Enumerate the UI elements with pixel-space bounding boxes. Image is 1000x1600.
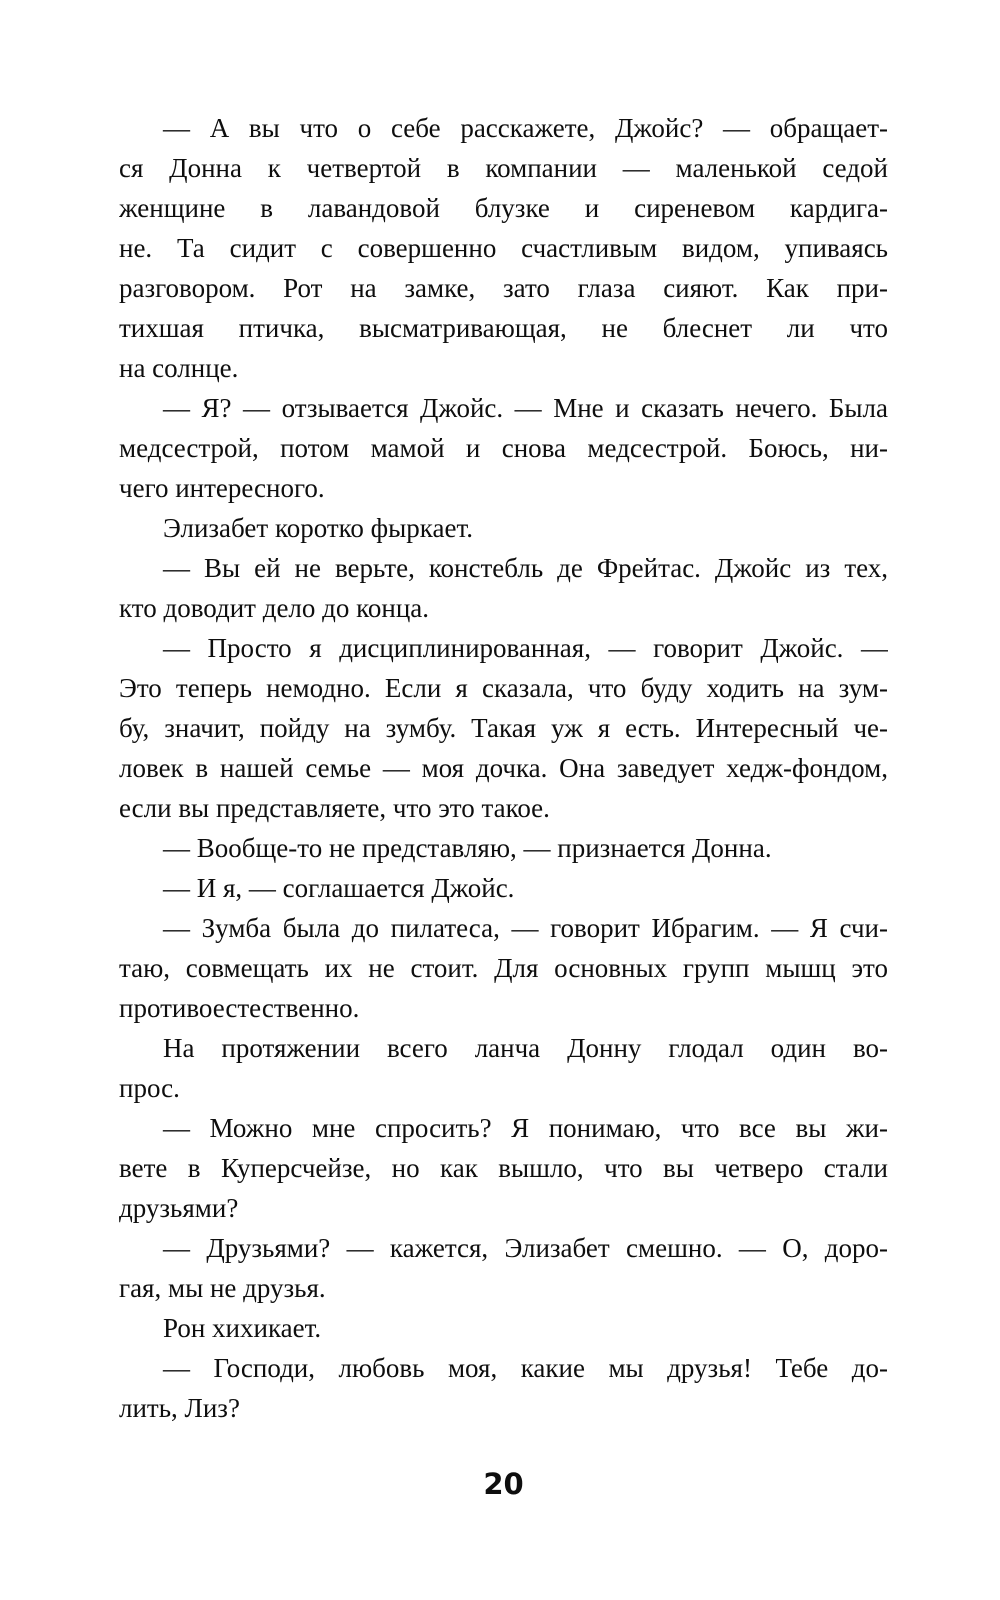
text-line: не. Та сидит с совершенно счастливым видом, упиваясь <box>119 233 888 263</box>
text-line: — А вы что о себе расскажете, Джойс? — обращает- <box>163 113 888 143</box>
text-line: Это теперь немодно. Если я сказала, что буду ходить на зум- <box>119 673 888 703</box>
text-line: — И я, — соглашается Джойс. <box>163 873 515 903</box>
text-line: друзьями? <box>119 1193 239 1223</box>
text-line: на солнце. <box>119 353 239 383</box>
text-line: — Вы ей не верьте, констебль де Фрейтас. Джойс из тех, <box>163 553 888 583</box>
paragraph <box>119 388 888 508</box>
page-number: 20 <box>483 1467 524 1501</box>
paragraph <box>119 508 888 548</box>
paragraph <box>119 868 888 908</box>
paragraph <box>119 1308 888 1348</box>
text-line: — Зумба была до пилатеса, — говорит Ибрагим. — Я счи- <box>163 913 888 943</box>
text-line: — Можно мне спросить? Я понимаю, что все вы жи- <box>163 1113 888 1143</box>
paragraph <box>119 828 888 868</box>
text-line: чего интересного. <box>119 473 325 503</box>
text-line: — Просто я дисциплинированная, — говорит Джойс. — <box>163 633 888 663</box>
text-line: женщине в лавандовой блузке и сиреневом кардига- <box>119 193 888 223</box>
text-line: лить, Лиз? <box>119 1393 240 1423</box>
text-line: таю, совмещать их не стоит. Для основных групп мышц это <box>119 953 888 983</box>
text-line: противоестественно. <box>119 993 360 1023</box>
paragraph <box>119 1228 888 1308</box>
paragraph <box>119 548 888 628</box>
text-line: ся Донна к четвертой в компании — маленькой седой <box>119 153 888 183</box>
text-line: вете в Куперсчейзе, но как вышло, что вы четверо стали <box>119 1153 888 1183</box>
text-line: кто доводит дело до конца. <box>119 593 430 623</box>
text-line: — Я? — отзывается Джойс. — Мне и сказать нечего. Была <box>163 393 888 423</box>
text-line: гая, мы не друзья. <box>119 1273 326 1303</box>
text-line: бу, значит, пойду на зумбу. Такая уж я есть. Интересный че- <box>119 713 888 743</box>
page-text <box>119 108 888 1428</box>
paragraph <box>119 1028 888 1108</box>
paragraph <box>119 1108 888 1228</box>
text-line: если вы представляете, что это такое. <box>119 793 550 823</box>
paragraph <box>119 1348 888 1428</box>
text-line: Рон хихикает. <box>163 1313 322 1343</box>
text-line: медсестрой, потом мамой и снова медсестрой. Боюсь, ни- <box>119 433 888 463</box>
text-line: ловек в нашей семье — моя дочка. Она заведует хедж-фондом, <box>119 753 888 783</box>
text-line: тихшая птичка, высматривающая, не блеснет ли что <box>119 313 888 343</box>
text-line: — Господи, любовь моя, какие мы друзья! Тебе до- <box>163 1353 888 1383</box>
text-line: прос. <box>119 1073 180 1103</box>
paragraph <box>119 108 888 388</box>
text-line: Элизабет коротко фыркает. <box>163 513 473 543</box>
paragraph <box>119 908 888 1028</box>
text-line: разговором. Рот на замке, зато глаза сияют. Как при- <box>119 273 888 303</box>
text-line: На протяжении всего ланча Донну глодал один во- <box>163 1033 888 1063</box>
text-line: — Вообще-то не представляю, — признается Донна. <box>163 833 772 863</box>
paragraph <box>119 628 888 828</box>
text-line: — Друзьями? — кажется, Элизабет смешно. — О, доро- <box>163 1233 888 1263</box>
